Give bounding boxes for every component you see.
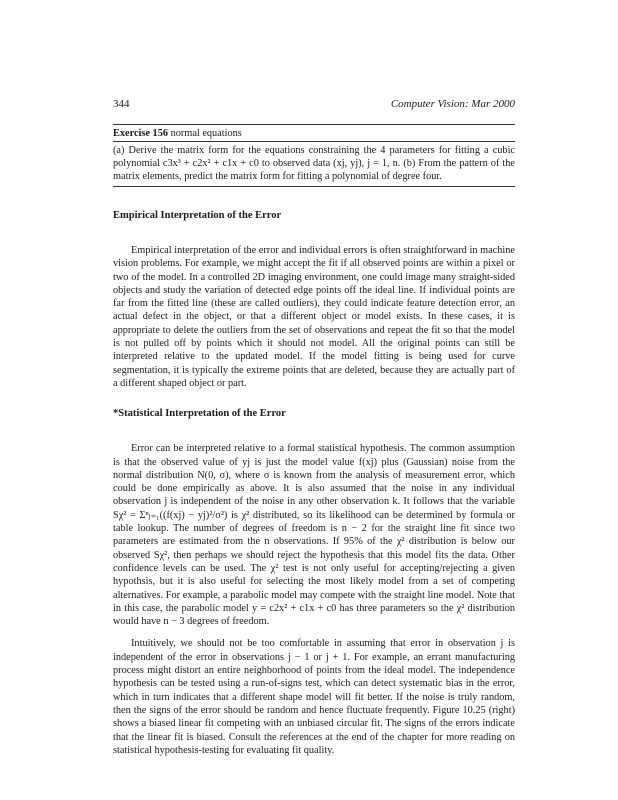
page-number: 344 (113, 98, 130, 110)
exercise-bottom-rule (113, 186, 515, 187)
exercise-label: Exercise 156 (113, 128, 168, 139)
paragraph-statistical-1: Error can be interpreted relative to a formal statistical hypothesis. The common assumption is that the observed value of yj is just the model value f(xj) plus (Gaussian) noise from the normal distribution N(0, σ), where σ is known from the analysis of measurement error, which could be done empirically as above. It is also assumed that the noise in any individual observation j is independent of the noise in any other observation k. It follows that the variable Sχ² = Σⁿⱼ₌₁((f(xj) − yj)²/σ²) is χ² distributed, so its likelihood can be determined by formula or table lookup. The number of degrees of freedom is n − 2 for the straight line fit since two parameters are estimated from the n observations. If 95% of the χ² distribution is below our observed Sχ², then perhaps we should reject the hypothesis that this model fits the data. Other confidence levels can be used. The χ² test is not only useful for accepting/rejecting a given hypothsis, but it is also useful for selecting the most likely model from a set of competing alternatives. For example, a parabolic model may compete with the straight line model. Note that in this case, the parabolic model y = c2x² + c1x + c0 has three parameters so the χ² distribution would have n − 3 degrees of freedom. (113, 443, 515, 628)
paragraph-empirical: Empirical interpretation of the error and individual errors is often straightforward in machine vision problems. For example, we might accept the fit if all observed points are within a pixel or two of the model. In a controlled 2D imaging environment, one could image many straight-sided objects and study the variation of detected edge points off the ideal line. If individual points are far from the fitted line (these are called outliers), they could indicate feature detection error, an actual defect in the object, or that a different object or model exists. In these cases, it is appropriate to delete the outliers from the set of observations and repeat the fit so that the model is not pulled off by points which it should not model. All the original points can still be interpreted relative to the updated model. If the model fitting is being used for curve segmentation, it is typically the extreme points that are deleted, because they are actually part of a different shaped object or part. (113, 245, 515, 389)
exercise-top-rule (113, 124, 515, 125)
section-heading-empirical: Empirical Interpretation of the Error (113, 210, 282, 221)
exercise-separator (113, 141, 515, 142)
section-heading-statistical: *Statistical Interpretation of the Error (113, 408, 286, 420)
exercise-heading (113, 127, 515, 140)
exercise-text: (a) Derive the matrix form for the equations constraining the 4 parameters for fitting a cubic polynomial c3x³ + c2x² + c1x + c0 to observed data (xj, yj), j = 1, n. (b) From the pattern of the matrix elements, predict the matrix form for fitting a polynomial of degree four. (113, 145, 515, 182)
running-title: Computer Vision: Mar 2000 (390, 98, 515, 110)
exercise-title: normal equations (170, 128, 242, 139)
main-content (113, 209, 515, 757)
exercise-box (113, 124, 515, 187)
paragraph-statistical-2: Intuitively, we should not be too comfortable in assuming that error in observation j is independent of the error in observations j − 1 or j + 1. For example, an errant manufacturing process might distort an entire neighborhood of points from the ideal model. The independence hypothesis can be tested using a run-of-signs test, which can detect systematic bias in the error, which in turn indicates that a different shape model will fit better. If the noise is truly random, then the signs of the error should be random and hence fluctuate frequently. Figure 10.25 (right) shows a biased linear fit competing with an unbiased circular fit. The signs of the errors indicate that the linear fit is biased. Consult the references at the end of the chapter for more reading on statistical hypothesis-testing for evaluating fit quality. (113, 638, 515, 756)
